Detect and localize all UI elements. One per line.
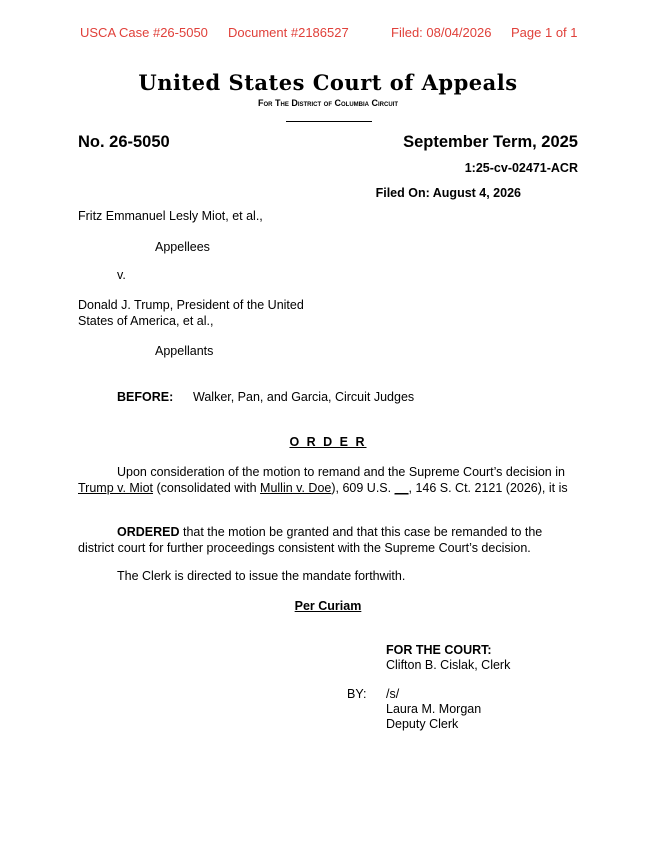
order-paragraph-2: [78, 525, 578, 556]
case-citation-trump-v-miot: Trump v. Miot: [78, 480, 154, 495]
deputy-clerk-name: Laura M. Morgan: [386, 702, 482, 716]
order-text: Upon consideration of the motion to remand and the Supreme Court’s decision in: [117, 465, 565, 479]
before-label: BEFORE:: [117, 390, 174, 404]
order-text: that the motion be granted and that this case be remanded to the district court for further proceedings consistent with the Supreme Court’s decision.: [78, 525, 543, 555]
ordered-keyword: ORDERED: [117, 525, 180, 539]
header-document-number: Document #2186527: [228, 25, 349, 40]
by-label: BY:: [347, 687, 367, 701]
appellants-name-line-1: Donald J. Trump, President of the United: [78, 298, 304, 312]
versus: v.: [117, 268, 126, 282]
order-text: ), 609 U.S.: [331, 480, 395, 495]
court-circuit: For The District of Columbia Circuit: [258, 98, 398, 108]
order-text: , 146 S. Ct. 2121 (2026), it is: [408, 480, 568, 495]
header-case-number: USCA Case #26-5050: [80, 25, 208, 40]
per-curiam: Per Curiam: [294, 599, 362, 613]
header-page-count: Page 1 of 1: [511, 25, 578, 40]
citation-page-blank: __: [394, 480, 409, 495]
order-title: O R D E R: [289, 435, 367, 449]
order-paragraph-1: [78, 465, 578, 496]
appellees-role: Appellees: [155, 240, 210, 254]
case-citation-mullin-v-doe: Mullin v. Doe: [260, 480, 332, 495]
appellants-role: Appellants: [155, 344, 214, 358]
clerk-name: Clifton B. Cislak, Clerk: [386, 658, 511, 672]
case-number: No. 26-5050: [78, 133, 170, 151]
title-divider: [286, 121, 372, 122]
signature-mark: /s/: [386, 687, 400, 701]
court-term: September Term, 2025: [403, 133, 578, 151]
appellants-name-line-2: States of America, et al.,: [78, 314, 214, 328]
appellees-name: Fritz Emmanuel Lesly Miot, et al.,: [78, 209, 263, 223]
filed-on-date: Filed On: August 4, 2026: [375, 186, 521, 200]
docket-number: 1:25-cv-02471-ACR: [464, 161, 578, 175]
header-filed-date: Filed: 08/04/2026: [391, 25, 492, 40]
court-name: United States Court of Appeals: [138, 70, 518, 95]
order-text: (consolidated with: [153, 480, 261, 495]
order-paragraph-3: The Clerk is directed to issue the mandate forthwith.: [117, 569, 406, 583]
deputy-clerk-title: Deputy Clerk: [386, 717, 459, 731]
for-the-court: FOR THE COURT:: [386, 643, 492, 657]
panel-judges: Walker, Pan, and Garcia, Circuit Judges: [193, 390, 415, 404]
